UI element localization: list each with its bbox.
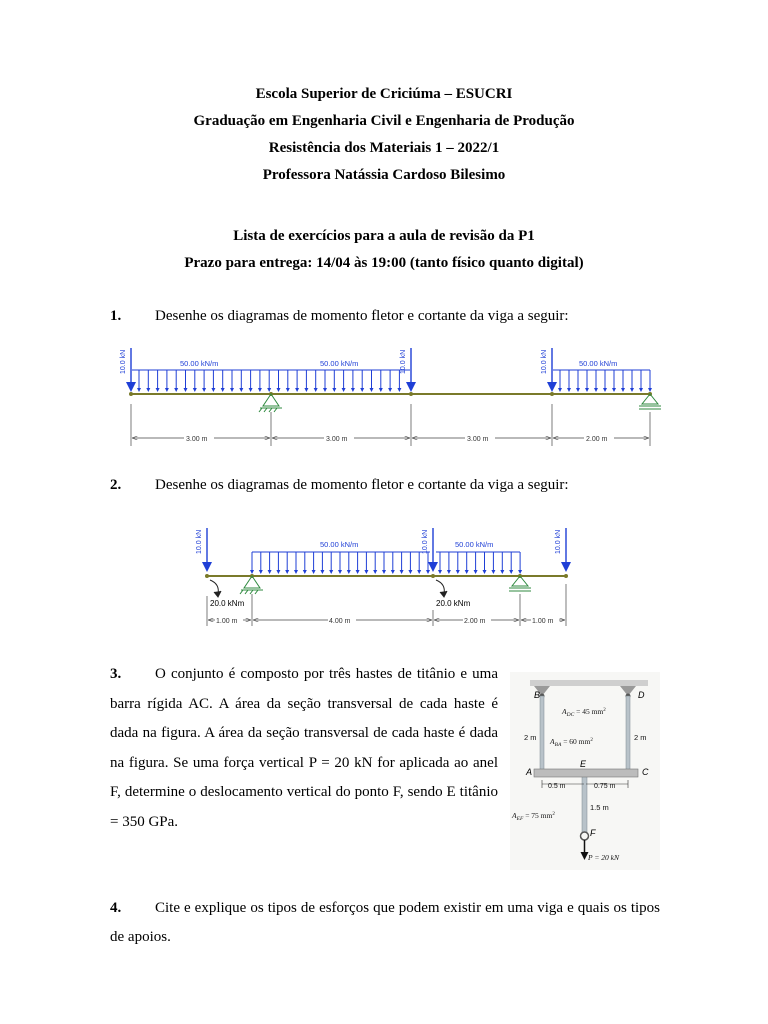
load-arrow-head <box>329 570 333 574</box>
q1-point-load-label-2: 10.0 kN <box>400 349 407 374</box>
load-arrow-head <box>639 388 643 392</box>
q2-moment-label-1: 20.0 kNm <box>210 599 245 608</box>
q1-span-2: 3.00 m <box>326 436 348 443</box>
q2-text: Desenhe os diagramas de momento fletor e cortante da viga a seguir: <box>155 477 569 493</box>
load-arrow-head <box>267 388 271 392</box>
load-arrow-head <box>558 388 562 392</box>
area-ef: $A_{EF} = 75$ $mm^2$ <box>512 811 555 822</box>
load-arrow-head <box>382 570 386 574</box>
area-dc: $A_{DC} = 45$ $mm^2$ <box>562 707 606 718</box>
load-arrow-head <box>648 388 652 392</box>
load-arrow-head <box>312 570 316 574</box>
q4-number: 4. <box>110 900 122 916</box>
load-arrow-head <box>174 388 178 392</box>
q1-span-1: 3.00 m <box>186 436 208 443</box>
q2-number: 2. <box>110 477 122 493</box>
load-arrow-head <box>221 388 225 392</box>
load-arrow-head <box>397 388 401 392</box>
load-arrow-head <box>621 388 625 392</box>
load-arrow-head <box>332 388 336 392</box>
load-arrow-head <box>276 570 280 574</box>
q2-point-load-label-3: 10.0 kN <box>555 529 562 554</box>
load-arrow-head <box>286 388 290 392</box>
load-arrow-head <box>294 570 298 574</box>
q3-text <box>110 660 498 837</box>
load-arrow-head <box>259 570 263 574</box>
load-arrow-head <box>373 570 377 574</box>
load-arrow-head <box>230 388 234 392</box>
q1-number: 1. <box>110 308 122 324</box>
load-arrow-head <box>304 388 308 392</box>
q2-roller-support <box>509 576 531 591</box>
label-c: C <box>642 767 649 777</box>
load-arrow-head <box>370 388 374 392</box>
q2-point-loads <box>202 528 571 572</box>
q1-roller-support <box>639 394 661 409</box>
q1-beam-figure <box>112 342 668 454</box>
q1-span-4: 2.00 m <box>586 436 608 443</box>
q2-pin-support <box>240 576 263 594</box>
load-arrow-head <box>211 388 215 392</box>
q1-dist-load-label-3: 50.00 kN/m <box>579 359 618 368</box>
q2-dist-load-label-1: 50.00 kN/m <box>320 540 359 549</box>
load-arrow-head <box>184 388 188 392</box>
load-arrow-head <box>137 388 141 392</box>
area-ba: $A_{BA} = 60$ $mm^2$ <box>550 737 593 748</box>
load-arrow-head <box>438 570 442 574</box>
load-arrow-head <box>612 388 616 392</box>
right-rod-length: 2 m <box>634 733 647 742</box>
load-arrow-head <box>447 570 451 574</box>
load-arrow-head <box>193 388 197 392</box>
q2-distributed-load <box>250 552 522 574</box>
load-arrow-head <box>364 570 368 574</box>
load-arrow-head <box>465 570 469 574</box>
load-arrow-head <box>277 388 281 392</box>
label-a: A <box>526 767 533 777</box>
load-arrow-head <box>509 570 513 574</box>
deadline: Prazo para entrega: 14/04 às 19:00 (tanto físico quanto digital) <box>184 255 584 271</box>
load-arrow-head <box>320 570 324 574</box>
load-arrow-head <box>303 570 307 574</box>
dim-right: 0.75 m <box>594 783 616 790</box>
q1-point-load-label-3: 10.0 kN <box>541 349 548 374</box>
load-arrow-head <box>491 570 495 574</box>
q1-pin-support <box>259 394 282 412</box>
school-name: Escola Superior de Criciúma – ESUCRI <box>255 86 513 102</box>
q2-span-2: 4.00 m <box>329 618 351 625</box>
load-arrow-head <box>567 388 571 392</box>
load-arrow-head <box>258 388 262 392</box>
load-arrow-head <box>347 570 351 574</box>
load-arrow-head <box>285 570 289 574</box>
load-arrow-head <box>314 388 318 392</box>
load-arrow-head <box>408 570 412 574</box>
list-title: Lista de exercícios para a aula de revisão da P1 <box>233 228 535 244</box>
professor-name: Professora Natássia Cardoso Bilesimo <box>262 167 506 183</box>
q2-dist-load-label-2: 50.00 kN/m <box>455 540 494 549</box>
q2-moment-2 <box>436 580 447 597</box>
load-arrow-head <box>338 570 342 574</box>
subject-name: Resistência dos Materiais 1 – 2022/1 <box>268 140 500 156</box>
load-arrow-head <box>500 570 504 574</box>
load-arrow-head <box>379 388 383 392</box>
load-arrow-head <box>146 388 150 392</box>
force-p-label: P = 20 kN <box>588 853 619 862</box>
q4-text-body: Cite e explique os tipos de esforços que podem existir em uma viga e quais os tipos de apoios. <box>110 900 660 945</box>
q2-point-load-label-1: 10.0 kN <box>196 529 203 554</box>
load-arrow-head <box>202 388 206 392</box>
q4-text <box>110 894 660 952</box>
q1-text: Desenhe os diagramas de momento fletor e cortante da viga a seguir: <box>155 308 569 324</box>
load-arrow-head <box>239 388 243 392</box>
load-arrow-head <box>630 388 634 392</box>
load-arrow-head <box>323 388 327 392</box>
q1-dist-load-label-2: 50.00 kN/m <box>320 359 359 368</box>
load-arrow-head <box>417 570 421 574</box>
load-arrow-head <box>456 570 460 574</box>
q3-figure <box>510 672 660 870</box>
q2-moment-label-2: 20.0 kNm <box>436 599 471 608</box>
load-arrow-head <box>342 388 346 392</box>
q3-text-body: O conjunto é composto por três hastes de titânio e uma barra rígida AC. A área da seção transversal de cada haste é dada na figura. A área da seção transversal de cada haste é dada na figura. Se uma força vertical P = 20 kN for aplicada ao anel F, determine o deslocamento vertical do ponto F, sendo E titânio = 350 GPa. <box>110 666 498 830</box>
load-arrow-head <box>603 388 607 392</box>
label-f: F <box>590 828 596 838</box>
load-arrow-head <box>356 570 360 574</box>
label-d: D <box>638 690 645 700</box>
load-arrow-head <box>391 570 395 574</box>
q3-number: 3. <box>110 666 122 682</box>
q1-point-load-label-1: 10.0 kN <box>120 349 127 374</box>
q2-moment-1 <box>210 580 221 597</box>
load-arrow-head <box>585 388 589 392</box>
dim-left: 0.5 m <box>548 783 566 790</box>
load-arrow-head <box>250 570 254 574</box>
load-arrow-head <box>156 388 160 392</box>
label-b: B <box>534 690 541 700</box>
q2-span-4: 1.00 m <box>532 618 554 625</box>
q1-distributed-load <box>132 370 652 392</box>
load-arrow-head <box>426 570 430 574</box>
q1-span-3: 3.00 m <box>467 436 489 443</box>
q2-span-3: 2.00 m <box>464 618 486 625</box>
load-arrow-head <box>400 570 404 574</box>
left-rod-length: 2 m <box>524 733 537 742</box>
load-arrow-head <box>594 388 598 392</box>
load-arrow-head <box>295 388 299 392</box>
load-arrow-head <box>483 570 487 574</box>
load-arrow-head <box>360 388 364 392</box>
q2-span-1: 1.00 m <box>216 618 238 625</box>
load-arrow-head <box>474 570 478 574</box>
q2-point-load-label-2: 10.0 kN <box>422 529 429 554</box>
load-arrow-head <box>518 570 522 574</box>
load-arrow-head <box>165 388 169 392</box>
course-name: Graduação em Engenharia Civil e Engenharia de Produção <box>193 113 575 129</box>
load-arrow-head <box>576 388 580 392</box>
load-arrow-head <box>351 388 355 392</box>
load-arrow-head <box>268 570 272 574</box>
q2-beam-figure <box>190 522 576 632</box>
label-e: E <box>580 759 587 769</box>
load-arrow-head <box>249 388 253 392</box>
rod-ef-length: 1.5 m <box>590 803 609 812</box>
rigid-bar-ac <box>534 769 638 777</box>
q1-dist-load-label-1: 50.00 kN/m <box>180 359 219 368</box>
load-arrow-head <box>388 388 392 392</box>
